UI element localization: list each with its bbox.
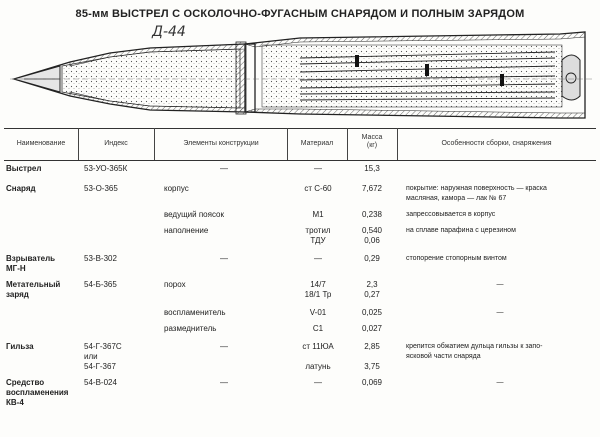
cell-element: размеднитель xyxy=(164,324,217,333)
cell-material: ст 11ЮА xyxy=(302,342,334,351)
cell-mass: 0,27 xyxy=(364,290,380,299)
cell-note: ясковой части снаряда xyxy=(406,353,481,360)
cell-name: Выстрел xyxy=(6,164,42,173)
cell-material: латунь xyxy=(305,362,331,371)
cell-index: 53-УО-365К xyxy=(84,164,128,173)
cell-name: КВ-4 xyxy=(6,398,24,407)
header-bottom-rule xyxy=(4,160,596,161)
cell-name: Метательный xyxy=(6,280,61,289)
cell-mass: 2,3 xyxy=(366,280,378,289)
cell-element: корпус xyxy=(164,184,189,193)
cell-element: воспламенитель xyxy=(164,308,226,317)
cell-material: 18/1 Тр xyxy=(304,290,332,299)
cell-name: воспламенения xyxy=(6,388,69,397)
cell-index: 54-Г-367 xyxy=(84,362,116,371)
cell-material: ст С-60 xyxy=(304,184,332,193)
document-title: 85-мм ВЫСТРЕЛ С ОСКОЛОЧНО-ФУГАСНЫМ СНАРЯДОМ И ПОЛНЫМ ЗАРЯДОМ xyxy=(75,8,525,20)
cell-mass: 0,540 xyxy=(361,226,383,235)
cell-index: 54-Б-365 xyxy=(84,280,117,289)
cell-name: Гильза xyxy=(6,342,34,351)
specification-table xyxy=(4,128,596,434)
col-divider xyxy=(78,128,79,160)
handwritten-mark: Д-44 xyxy=(152,24,186,40)
header-elements: Элементы конструкции xyxy=(183,140,259,147)
cell-index: 53-В-302 xyxy=(84,254,117,263)
cell-element: наполнение xyxy=(164,226,209,235)
header-mass: Масса (кг) xyxy=(361,134,383,149)
cell-mass: 7,672 xyxy=(361,184,383,193)
cell-note: покрытие: наружная поверхность — краска xyxy=(406,185,547,192)
cell-material: тротил xyxy=(305,226,331,235)
cell-note: масляная, камора — лак № 67 xyxy=(406,195,507,202)
cell-element: — xyxy=(220,164,228,173)
cell-element: — xyxy=(220,254,228,263)
cell-index: 53-О-365 xyxy=(84,184,118,193)
cell-mass: 0,027 xyxy=(361,324,383,333)
cell-mass: 15,3 xyxy=(364,164,380,173)
cell-material: С1 xyxy=(312,324,324,333)
propellant-area xyxy=(262,45,562,107)
case-wall-bottom xyxy=(245,109,585,118)
cell-element: порох xyxy=(164,280,186,289)
cartridge-section-svg xyxy=(0,0,600,130)
cell-index: 54-Г-367С xyxy=(84,342,122,351)
cell-note: — xyxy=(496,281,504,288)
cell-note: запрессовывается в корпус xyxy=(406,211,496,218)
cell-material: М1 xyxy=(312,210,324,219)
cell-note: — xyxy=(496,379,504,386)
table-top-rule xyxy=(4,128,596,129)
cell-mass: 2,85 xyxy=(364,342,380,351)
cell-material: V-01 xyxy=(309,308,327,317)
cell-note: на сплаве парафина с церезином xyxy=(406,227,516,234)
cell-note: стопорение стопорным винтом xyxy=(406,255,507,262)
header-name: Наименование xyxy=(16,140,66,147)
cell-mass: 3,75 xyxy=(364,362,380,371)
header-features: Особенности сборки, снаряжения xyxy=(441,140,552,147)
cell-material: — xyxy=(314,164,322,173)
cell-name: МГ-Н xyxy=(6,264,26,273)
cartridge-drawing xyxy=(0,0,600,130)
cell-index: 54-В-024 xyxy=(84,378,117,387)
header-material: Материал xyxy=(300,140,334,147)
cell-mass: 0,025 xyxy=(361,308,383,317)
cell-material: ТДУ xyxy=(310,236,326,245)
cell-material: — xyxy=(314,378,322,387)
cell-index: или xyxy=(84,352,98,361)
cell-element: — xyxy=(220,342,228,351)
cell-element: ведущий поясок xyxy=(164,210,224,219)
cell-note: крепится обжатием дульца гильзы к запо- xyxy=(406,343,543,350)
cell-element: — xyxy=(220,378,228,387)
primer xyxy=(562,55,580,100)
cell-name: Взрыватель xyxy=(6,254,56,263)
cell-name: заряд xyxy=(6,290,29,299)
cell-material: — xyxy=(314,254,322,263)
cell-material: 14/7 xyxy=(310,280,326,289)
cell-mass: 0,29 xyxy=(364,254,380,263)
col-divider xyxy=(287,128,288,160)
col-divider xyxy=(347,128,348,160)
col-divider xyxy=(154,128,155,160)
cell-name: Средство xyxy=(6,378,45,387)
col-divider xyxy=(397,128,398,160)
cell-note: — xyxy=(496,309,504,316)
cell-name: Снаряд xyxy=(6,184,36,193)
cell-mass: 0,06 xyxy=(364,236,380,245)
header-index: Индекс xyxy=(104,140,128,147)
cell-mass: 0,069 xyxy=(361,378,383,387)
cell-mass: 0,238 xyxy=(361,210,383,219)
